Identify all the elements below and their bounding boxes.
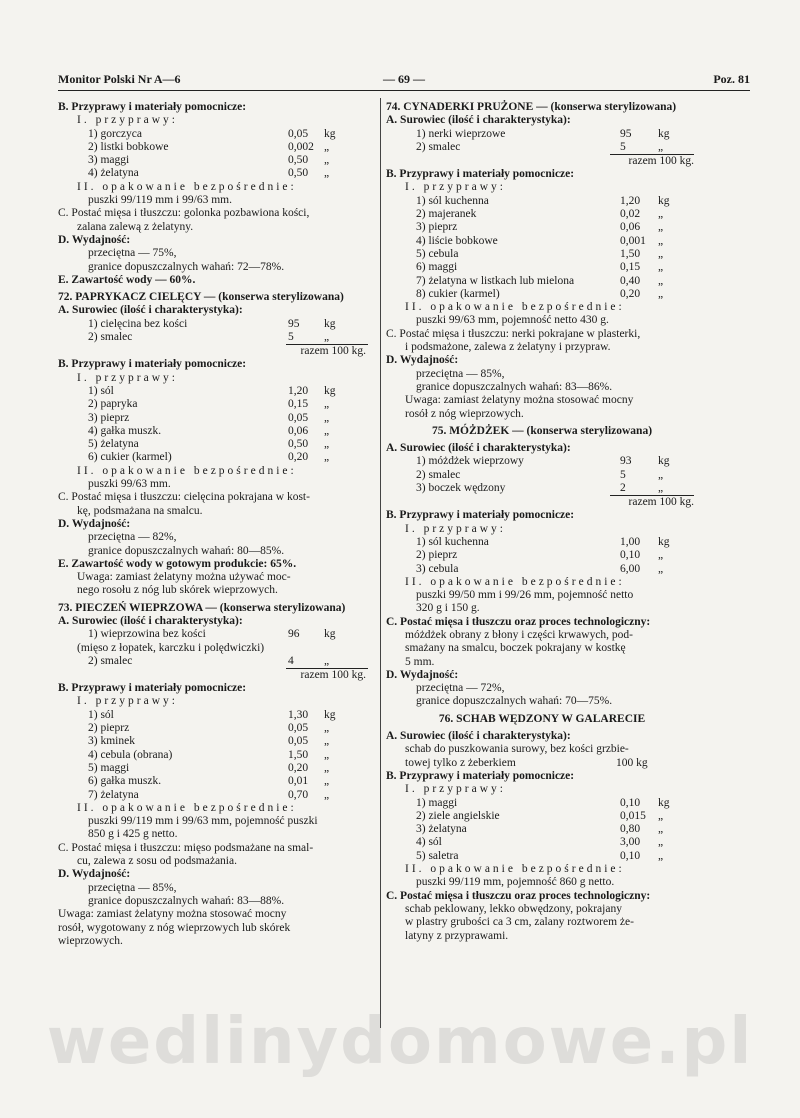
- watermark: wedlinydomowe.pl: [46, 1005, 754, 1079]
- total-line: razem 100 kg.: [386, 154, 698, 168]
- yield-heading: D. Wydajność:: [58, 233, 131, 246]
- spices-heading: I. przyprawy:: [77, 695, 178, 708]
- packaging-detail-cont: 320 g i 150 g.: [416, 602, 480, 615]
- packaging-heading: II. opakowanie bezpośrednie:: [405, 863, 625, 876]
- section-title-76: 76. SCHAB WĘDZONY W GALARECIE: [438, 712, 646, 725]
- packaging-heading: II. opakowanie bezpośrednie:: [77, 801, 297, 814]
- spices-heading: I. przyprawy:: [405, 181, 506, 194]
- total-line: razem 100 kg.: [58, 344, 370, 358]
- water-content: E. Zawartość wody w gotowym produkcie: 65%.: [58, 557, 297, 570]
- raw-material-note: (mięso z łopatek, karczku i polędwiczki): [77, 641, 265, 654]
- spices-heading: I. przyprawy:: [405, 522, 506, 535]
- list-item: 3) cebula 6,00 „: [416, 562, 664, 575]
- raw-material-desc-cont: towej tylko z żeberkiem 100 kg: [405, 756, 648, 769]
- list-item: 1) móżdżek wieprzowy 93 kg: [416, 455, 670, 468]
- raw-material-heading: A. Surowiec (ilość i charakterystyka):: [386, 114, 571, 127]
- list-item: 3) żelatyna 0,80 „: [416, 823, 664, 836]
- spices-heading: I. przyprawy:: [77, 371, 178, 384]
- page-header: [58, 72, 750, 90]
- list-item: 7) żelatyna w listkach lub mielona 0,40 „: [416, 274, 664, 287]
- yield-heading: D. Wydajność:: [386, 354, 459, 367]
- list-item: 8) cukier (karmel) 0,20 „: [416, 287, 664, 300]
- list-item: 4) gałka muszk. 0,06 „: [88, 424, 330, 437]
- packaging-detail: puszki 99/119 mm, pojemność 860 g netto.: [416, 876, 615, 889]
- section-b-heading: B. Przyprawy i materiały pomocnicze:: [386, 769, 575, 782]
- packaging-detail: puszki 99/63 mm.: [88, 478, 171, 491]
- journal-title: Monitor Polski Nr A—6: [58, 72, 181, 86]
- list-item: 1) wieprzowina bez kości 96 kg: [88, 628, 336, 641]
- yield-average: przeciętna — 85%,: [88, 881, 177, 894]
- raw-material-heading: A. Surowiec (ilość i charakterystyka):: [58, 614, 243, 627]
- note: Uwaga: zamiast żelatyny można stosować mocny: [58, 908, 287, 921]
- meat-form-cont: smażany na smalcu, boczek pokrajany w kostkę: [405, 642, 626, 655]
- meat-form-cont: latyny z przyprawami.: [405, 929, 509, 942]
- list-item: 1) sól 1,30 kg: [88, 708, 336, 721]
- meat-form-cont: zalana zalewą z żelatyny.: [77, 220, 194, 233]
- list-item: 5) żelatyna 0,50 „: [88, 438, 330, 451]
- total-line: razem 100 kg.: [386, 495, 698, 509]
- section-b-heading: B. Przyprawy i materiały pomocnicze:: [58, 682, 247, 695]
- yield-heading: D. Wydajność:: [58, 868, 131, 881]
- list-item: 1) sól 1,20 kg: [88, 384, 336, 397]
- yield-range: granice dopuszczalnych wahań: 83—88%.: [88, 894, 285, 907]
- list-item: 3) maggi 0,50 „: [88, 154, 330, 167]
- list-item: 1) nerki wieprzowe 95 kg: [416, 127, 670, 140]
- section-b-heading: B. Przyprawy i materiały pomocnicze:: [386, 509, 575, 522]
- list-item: 2) majeranek 0,02 „: [416, 208, 664, 221]
- spices-heading: I. przyprawy:: [405, 783, 506, 796]
- yield-average: przeciętna — 85%,: [416, 367, 505, 380]
- list-item: 5) saletra 0,10 „: [416, 849, 664, 862]
- list-item: 4) cebula (obrana) 1,50 „: [88, 748, 330, 761]
- section-b-heading: B. Przyprawy i materiały pomocnicze:: [386, 168, 575, 181]
- meat-form: C. Postać mięsa i tłuszczu: cielęcina pokrajana w kost-: [58, 491, 310, 504]
- list-item: 2) smalec 4 „: [88, 654, 330, 667]
- yield-range: granice dopuszczalnych wahań: 72—78%.: [88, 260, 285, 273]
- raw-material-desc: schab do puszkowania surowy, bez kości grzbie-: [405, 743, 629, 756]
- meat-form: C. Postać mięsa i tłuszczu: mięso podsmażane na smal-: [58, 841, 314, 854]
- list-item: 3) boczek wędzony 2 „: [416, 482, 664, 495]
- note-cont: rosół, wygotowany z nóg wieprzowych lub skórek: [58, 921, 291, 934]
- meat-form-cont: cu, zalewa z sosu od podsmażania.: [77, 855, 237, 868]
- raw-material-heading: A. Surowiec (ilość i charakterystyka):: [386, 730, 571, 743]
- section-title-74: 74. CYNADERKI PRUŻONE — (konserwa sterylizowana): [386, 101, 677, 113]
- list-item: 1) sól kuchenna 1,20 kg: [416, 194, 670, 207]
- list-item: 2) smalec 5 „: [416, 140, 664, 153]
- spices-heading: I. przyprawy:: [77, 114, 178, 127]
- packaging-detail: puszki 99/119 mm i 99/63 mm.: [88, 194, 232, 207]
- list-item: 4) sól 3,00 „: [416, 836, 664, 849]
- list-item: 2) listki bobkowe 0,002 „: [88, 140, 330, 153]
- section-title-75: 75. MÓŻDŻEK — (konserwa sterylizowana): [431, 424, 653, 437]
- packaging-detail: puszki 99/119 mm i 99/63 mm, pojemność puszki: [88, 815, 318, 828]
- meat-form-cont: kę, podsmażana na smalcu.: [77, 504, 203, 517]
- list-item: 2) smalec 5 „: [88, 331, 330, 344]
- raw-material-heading: A. Surowiec (ilość i charakterystyka):: [58, 304, 243, 317]
- list-item: 5) maggi 0,20 „: [88, 761, 330, 774]
- section-b-heading: B. Przyprawy i materiały pomocnicze:: [58, 358, 247, 371]
- list-item: 1) sól kuchenna 1,00 kg: [416, 535, 670, 548]
- yield-average: przeciętna — 82%,: [88, 531, 177, 544]
- list-item: 6) gałka muszk. 0,01 „: [88, 775, 330, 788]
- yield-range: granice dopuszczalnych wahań: 70—75%.: [416, 695, 613, 708]
- note-cont: nego rosołu z nóg lub skórek wieprzowych.: [77, 584, 278, 597]
- list-item: 4) liście bobkowe 0,001 „: [416, 234, 664, 247]
- section-title-72: 72. PAPRYKACZ CIELĘCY — (konserwa sterylizowana): [58, 291, 344, 304]
- meat-form-cont: schab peklowany, lekko obwędzony, pokrajany: [405, 902, 622, 915]
- yield-range: granice dopuszczalnych wahań: 80—85%.: [88, 544, 285, 557]
- position-number: Poz. 81: [713, 72, 750, 86]
- list-item: 5) cebula 1,50 „: [416, 247, 664, 260]
- meat-form: C. Postać mięsa i tłuszczu: nerki pokrajane w plasterki,: [386, 327, 641, 340]
- list-item: 4) żelatyna 0,50 „: [88, 167, 330, 180]
- meat-form: C. Postać mięsa i tłuszczu: golonka pozbawiona kości,: [58, 207, 310, 220]
- yield-range: granice dopuszczalnych wahań: 83—86%.: [416, 380, 613, 393]
- list-item: 3) pieprz 0,06 „: [416, 221, 664, 234]
- list-item: 6) maggi 0,15 „: [416, 261, 664, 274]
- packaging-heading: II. opakowanie bezpośrednie:: [77, 180, 297, 193]
- list-item: 2) papryka 0,15 „: [88, 398, 330, 411]
- yield-average: przeciętna — 75%,: [88, 247, 177, 260]
- list-item: 1) cielęcina bez kości 95 kg: [88, 317, 336, 330]
- packaging-detail: puszki 99/63 mm, pojemność netto 430 g.: [416, 314, 609, 327]
- note: Uwaga: zamiast żelatyny można używać moc-: [77, 571, 291, 584]
- packaging-heading: II. opakowanie bezpośrednie:: [405, 575, 625, 588]
- list-item: 2) ziele angielskie 0,015 „: [416, 809, 664, 822]
- list-item: 2) pieprz 0,05 „: [88, 722, 330, 735]
- note-cont: wieprzowych.: [58, 934, 123, 947]
- total-line: razem 100 kg.: [58, 668, 370, 682]
- meat-form-cont: móżdżek obrany z błony i części krwawych, pod-: [405, 628, 634, 641]
- meat-form: C. Postać mięsa i tłuszczu oraz proces technologiczny:: [386, 889, 651, 902]
- raw-material-heading: A. Surowiec (ilość i charakterystyka):: [386, 442, 571, 455]
- yield-heading: D. Wydajność:: [386, 668, 459, 681]
- section-b-heading: B. Przyprawy i materiały pomocnicze:: [58, 101, 247, 113]
- yield-average: przeciętna — 72%,: [416, 682, 505, 695]
- page-number: — 69 —: [383, 72, 425, 86]
- section-title-73: 73. PIECZEŃ WIEPRZOWA — (konserwa sterylizowana): [58, 601, 346, 614]
- list-item: 6) cukier (karmel) 0,20 „: [88, 451, 330, 464]
- list-item: 3) pieprz 0,05 „: [88, 411, 330, 424]
- yield-heading: D. Wydajność:: [58, 517, 131, 530]
- meat-form-cont: i podsmażone, zalewa z żelatyny i przypraw.: [405, 341, 611, 354]
- left-column: [58, 101, 370, 948]
- packaging-heading: II. opakowanie bezpośrednie:: [77, 464, 297, 477]
- list-item: 2) pieprz 0,10 „: [416, 549, 664, 562]
- list-item: 1) maggi 0,10 kg: [416, 796, 670, 809]
- meat-form: C. Postać mięsa i tłuszczu oraz proces technologiczny:: [386, 615, 651, 628]
- list-item: 7) żelatyna 0,70 „: [88, 788, 330, 801]
- packaging-detail-cont: 850 g i 425 g netto.: [88, 828, 178, 841]
- note: Uwaga: zamiast żelatyny można stosować mocny: [405, 394, 634, 407]
- list-item: 1) gorczyca 0,05 kg: [88, 127, 336, 140]
- list-item: 2) smalec 5 „: [416, 468, 664, 481]
- note-cont: rosół z nóg wieprzowych.: [405, 407, 524, 420]
- meat-form-cont: w plastry grubości ca 3 cm, zalany roztworem że-: [405, 916, 634, 929]
- packaging-detail: puszki 99/50 mm i 99/26 mm, pojemność netto: [416, 589, 634, 602]
- column-divider: [380, 98, 381, 1028]
- list-item: 3) kminek 0,05 „: [88, 735, 330, 748]
- packaging-heading: II. opakowanie bezpośrednie:: [405, 301, 625, 314]
- meat-form-cont: 5 mm.: [405, 655, 435, 668]
- header-rule: [58, 90, 750, 91]
- water-content: E. Zawartość wody — 60%.: [58, 273, 196, 286]
- right-column: [386, 101, 698, 943]
